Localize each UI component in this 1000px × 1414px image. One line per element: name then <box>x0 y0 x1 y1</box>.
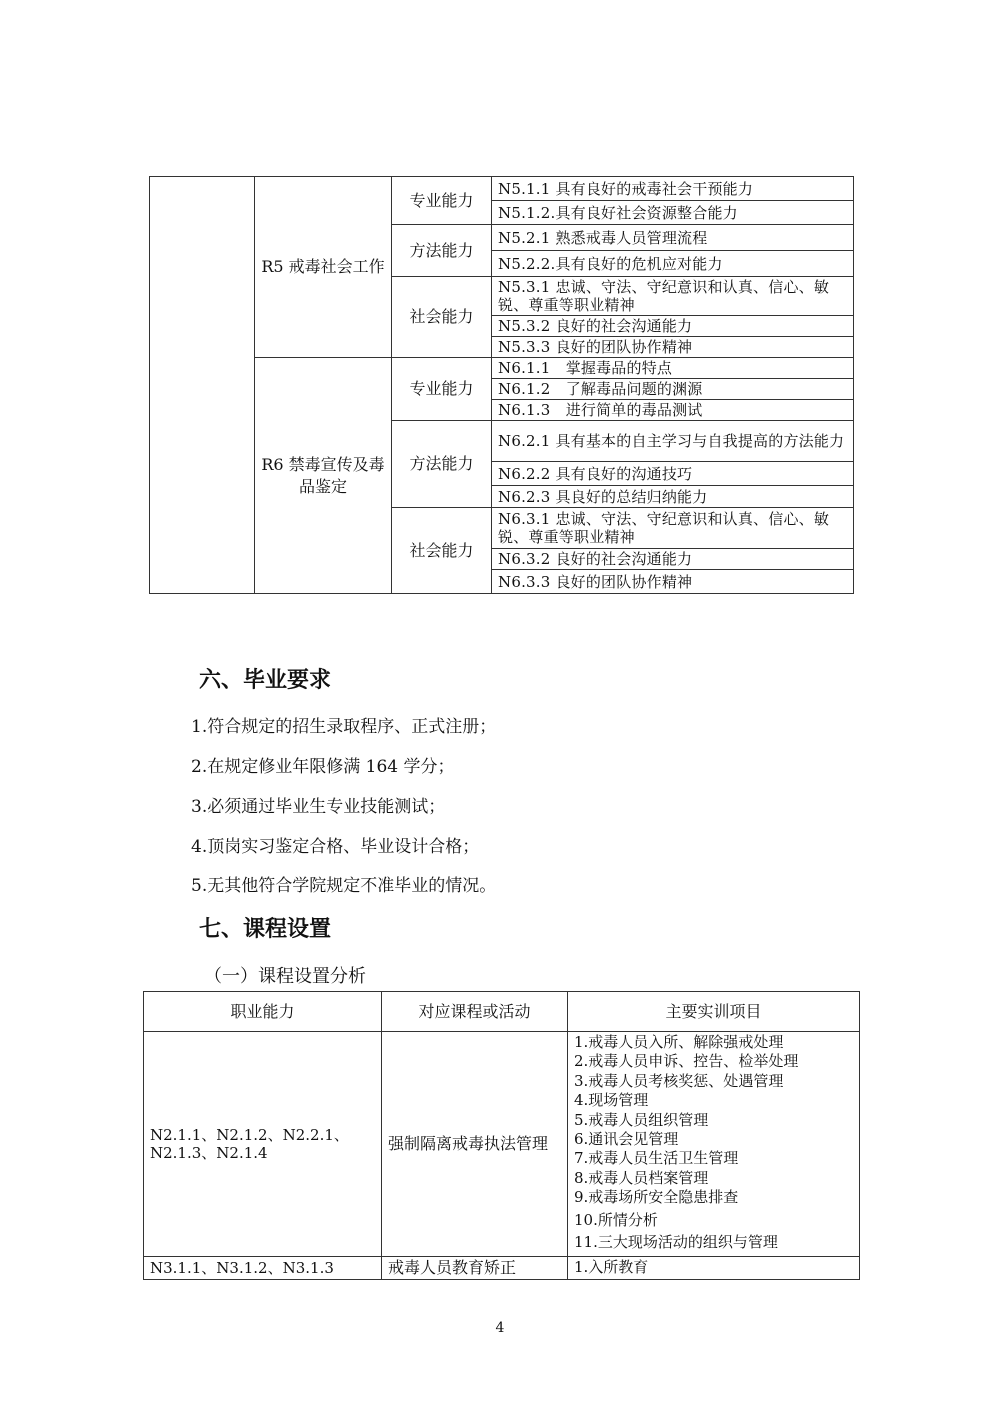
category-cell: 专业能力 <box>392 358 492 421</box>
table-row <box>144 1257 860 1280</box>
project-item: 3.戒毒人员考核奖惩、处遇管理 <box>574 1071 784 1090</box>
ability-item: N6.2.1 具有基本的自主学习与自我提高的方法能力 <box>492 421 854 462</box>
ability-item: N6.3.2 良好的社会沟通能力 <box>492 549 854 570</box>
ability-item: N6.3.3 良好的团队协作精神 <box>492 570 854 594</box>
header-course: 对应课程或活动 <box>382 992 568 1032</box>
ability-item: N5.1.2.具有良好社会资源整合能力 <box>492 201 854 225</box>
ability-cell: N3.1.1、N3.1.2、N3.1.3 <box>144 1257 382 1280</box>
project-item: 7.戒毒人员生活卫生管理 <box>574 1149 739 1168</box>
ability-item: N5.3.2 良好的社会沟通能力 <box>492 316 854 337</box>
header-ability: 职业能力 <box>144 992 382 1032</box>
projects-cell <box>568 1257 860 1280</box>
project-item: 11.三大现场活动的组织与管理 <box>574 1233 778 1252</box>
header-projects: 主要实训项目 <box>568 992 860 1032</box>
category-cell: 专业能力 <box>392 177 492 225</box>
ability-item: N6.1.3 进行简单的毒品测试 <box>492 400 854 421</box>
level-cell-r5: R5 戒毒社会工作 <box>255 177 392 358</box>
section-title-curriculum: 七、课程设置 <box>199 917 332 942</box>
category-cell: 社会能力 <box>392 508 492 594</box>
category-cell: 方法能力 <box>392 421 492 508</box>
requirement-item: 4.顶岗实习鉴定合格、毕业设计合格； <box>191 837 480 857</box>
ability-cell: N2.1.1、N2.1.2、N2.2.1、N2.1.3、N2.1.4 <box>144 1032 382 1257</box>
project-item: 1.戒毒人员入所、解除强戒处理 <box>574 1033 784 1051</box>
ability-item: N5.3.3 良好的团队协作精神 <box>492 337 854 358</box>
ability-item: N5.1.1 具有良好的戒毒社会干预能力 <box>492 177 854 201</box>
blank-column-cell <box>150 177 255 594</box>
course-cell: 戒毒人员教育矫正 <box>382 1257 568 1280</box>
section-title-graduation: 六、毕业要求 <box>199 668 332 693</box>
project-item: 4.现场管理 <box>574 1091 649 1110</box>
category-cell: 社会能力 <box>392 277 492 358</box>
ability-item: N6.3.1 忠诚、守法、守纪意识和认真、信心、敏锐、尊重等职业精神 <box>492 508 854 549</box>
ability-item: N6.1.1 掌握毒品的特点 <box>492 358 854 379</box>
page-number: 4 <box>495 1320 505 1336</box>
requirement-item: 2.在规定修业年限修满 164 学分； <box>191 757 455 777</box>
level-cell-r6: R6 禁毒宣传及毒品鉴定 <box>255 358 392 594</box>
requirement-item: 3.必须通过毕业生专业技能测试； <box>191 797 446 817</box>
requirement-item: 5.无其他符合学院规定不准毕业的情况。 <box>191 876 497 896</box>
ability-item: N5.2.1 熟悉戒毒人员管理流程 <box>492 225 854 251</box>
course-cell: 强制隔离戒毒执法管理 <box>382 1032 568 1257</box>
category-cell: 方法能力 <box>392 225 492 277</box>
project-item: 2.戒毒人员申诉、控告、检举处理 <box>574 1052 799 1071</box>
project-item: 10.所情分析 <box>574 1210 658 1229</box>
project-item: 6.通讯会见管理 <box>574 1130 679 1149</box>
requirement-item: 1.符合规定的招生录取程序、正式注册； <box>191 717 497 737</box>
ability-item: N5.3.1 忠诚、守法、守纪意识和认真、信心、敏锐、尊重等职业精神 <box>492 277 854 316</box>
projects-cell <box>568 1032 860 1257</box>
project-item: 1.入所教育 <box>574 1258 649 1276</box>
project-item: 9.戒毒场所安全隐患排查 <box>574 1188 739 1207</box>
ability-item: N6.2.3 具良好的总结归纳能力 <box>492 486 854 508</box>
ability-item: N6.2.2 具有良好的沟通技巧 <box>492 462 854 486</box>
table-row <box>144 1032 860 1257</box>
ability-table <box>149 176 854 594</box>
subsection-title: （一）课程设置分析 <box>204 966 366 987</box>
ability-item: N6.1.2 了解毒品问题的渊源 <box>492 379 854 400</box>
project-item: 5.戒毒人员组织管理 <box>574 1110 709 1129</box>
course-table <box>143 991 860 1280</box>
project-item: 8.戒毒人员档案管理 <box>574 1168 709 1187</box>
ability-item: N5.2.2.具有良好的危机应对能力 <box>492 251 854 277</box>
